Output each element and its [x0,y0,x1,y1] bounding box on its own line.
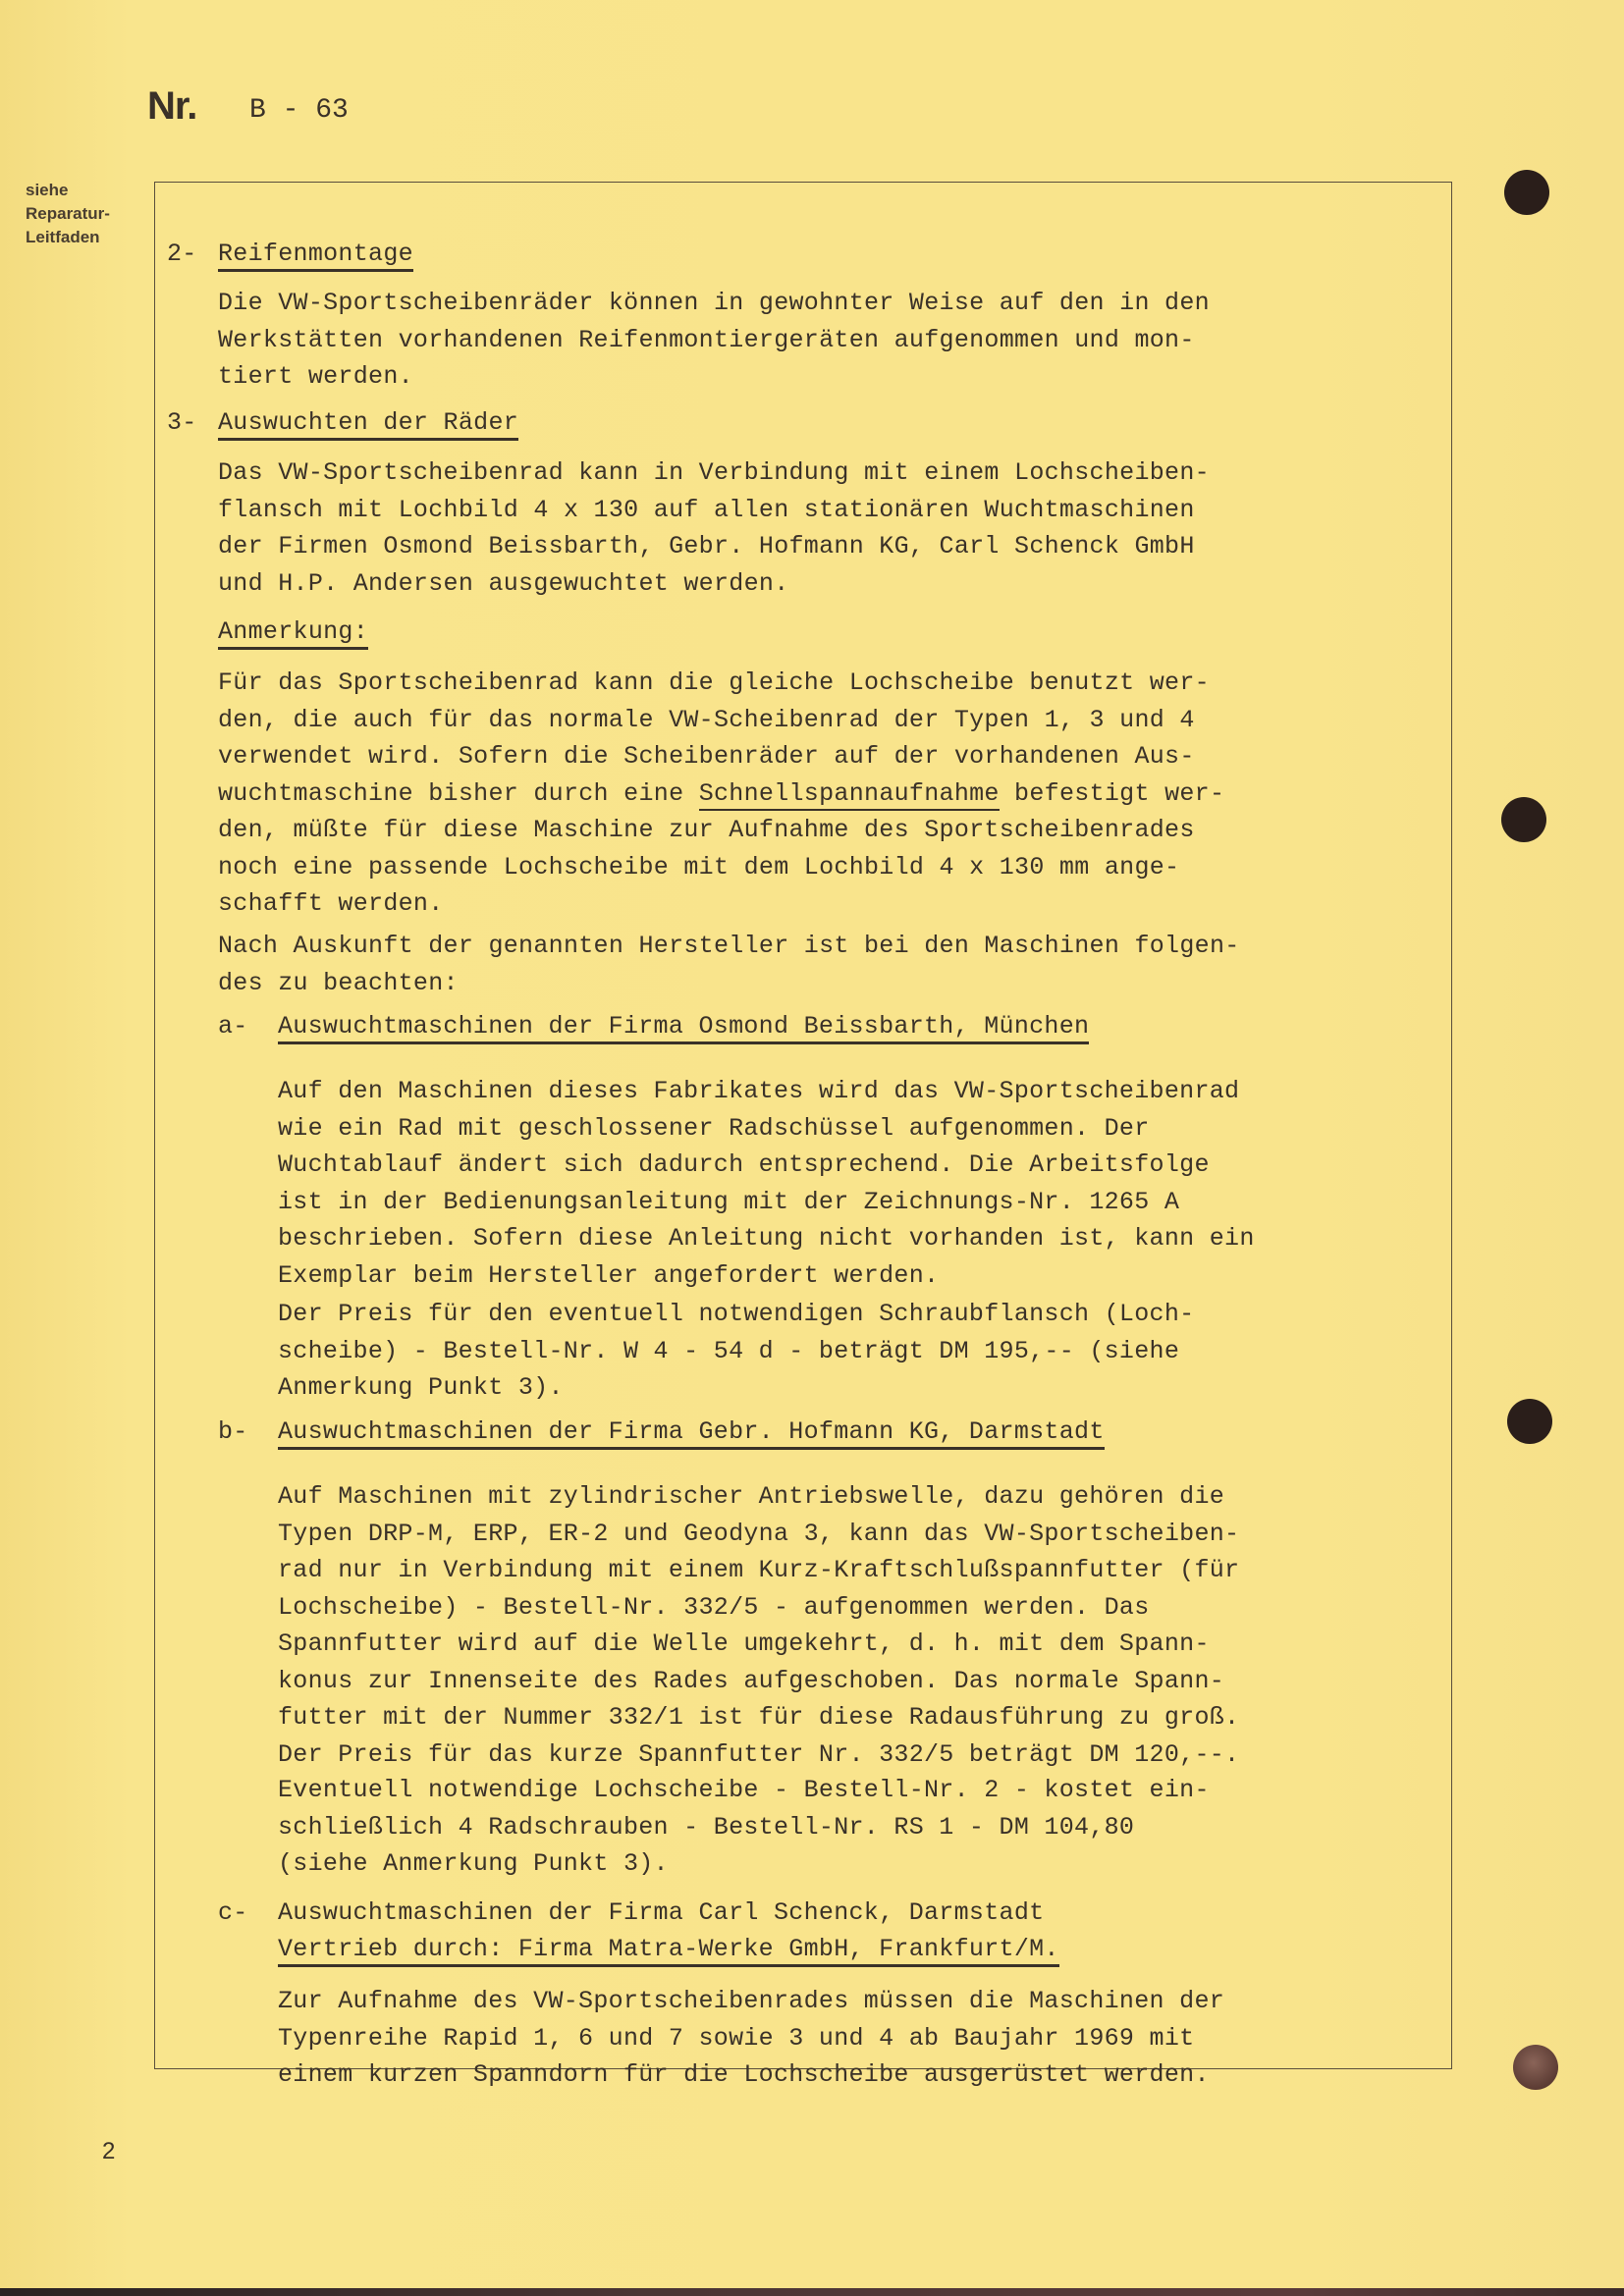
subsection-c-body [278,1983,1224,2094]
subsection-c-title-wrap [278,1895,1044,1932]
section-2-body [218,285,1210,396]
text-line: Der Preis für den eventuell notwendigen Schraubflansch (Loch- [278,1300,1195,1328]
section-title: Auswuchten der Räder [218,408,518,441]
page-number: 2 [102,2138,116,2164]
intro-body [218,928,1240,1001]
subsection-a-price [278,1296,1194,1407]
margin-note-line: siehe [26,181,69,199]
text-line: Typenreihe Rapid 1, 6 und 7 sowie 3 und 4 ab Baujahr 1969 mit [278,2023,1195,2053]
text-line: Lochscheibe) - Bestell-Nr. 332/5 - aufgenommen werden. Das [278,1592,1150,1622]
subsection-marker: b- [218,1417,248,1446]
text-line: Das VW-Sportscheibenrad kann in Verbindung mit einem Lochscheiben- [218,458,1210,487]
text-line: ist in der Bedienungsanleitung mit der Zeichnungs-Nr. 1265 A [278,1187,1180,1216]
subsection-a-marker-wrap [218,1008,248,1045]
subsection-title: Auswuchtmaschinen der Firma Carl Schenck, Darmstadt [278,1898,1045,1927]
text-line: Eventuell notwendige Lochscheibe - Bestell-Nr. 2 - kostet ein- [278,1776,1210,1804]
section-3-heading [167,404,197,442]
subsection-title: Auswuchtmaschinen der Firma Gebr. Hofmann KG, Darmstadt [278,1417,1105,1450]
section-number: 2- [167,240,197,268]
text-line: Für das Sportscheibenrad kann die gleiche Lochscheibe benutzt wer- [218,668,1210,697]
scan-bottom-edge [0,2288,1624,2296]
note-title-wrap [218,614,368,651]
margin-note [26,179,143,249]
text-line: Nach Auskunft der genannten Hersteller ist bei den Maschinen folgen- [218,932,1240,960]
punch-hole-icon [1504,170,1549,215]
emphasized-term: Schnellspannaufnahme [699,779,1000,811]
text-line: Der Preis für das kurze Spannfutter Nr. 332/5 beträgt DM 120,--. [278,1739,1240,1769]
text-line: Wuchtablauf ändert sich dadurch entsprechend. Die Arbeitsfolge [278,1150,1210,1179]
document-number-label: Nr. [147,84,197,128]
text-line: konus zur Innenseite des Rades aufgeschoben. Das normale Spann- [278,1666,1225,1695]
section-number: 3- [167,408,197,437]
text-line [218,775,1224,813]
text-line: flansch mit Lochbild 4 x 130 auf allen stationären Wuchtmaschinen [218,495,1195,524]
text-line: Exemplar beim Hersteller angefordert werden. [278,1260,940,1290]
section-2-heading [167,236,197,273]
text-line: einem kurzen Spanndorn für die Lochscheibe ausgerüstet werden. [278,2060,1210,2089]
text-line: beschrieben. Sofern diese Anleitung nicht vorhanden ist, kann ein [278,1224,1255,1253]
subsection-marker: c- [218,1898,248,1927]
text-line: der Firmen Osmond Beissbarth, Gebr. Hofmann KG, Carl Schenck GmbH [218,532,1195,561]
subsection-b-price [278,1772,1210,1883]
text-line: Anmerkung Punkt 3). [278,1373,564,1402]
text-fragment: wuchtmaschine bisher durch eine [218,778,699,808]
text-line: scheibe) - Bestell-Nr. W 4 - 54 d - beträgt DM 195,-- (siehe [278,1336,1180,1365]
section-3-title-wrap [218,404,518,442]
text-line: den, müßte für diese Maschine zur Aufnahme des Sportscheibenrades [218,816,1195,844]
text-line: Spannfutter wird auf die Welle umgekehrt, d. h. mit dem Spann- [278,1629,1210,1658]
text-line: wie ein Rad mit geschlossener Radschüssel aufgenommen. Der [278,1113,1150,1143]
document-number-value: B - 63 [249,95,349,126]
text-line: futter mit der Nummer 332/1 ist für diese Radausführung zu groß. [278,1703,1240,1732]
subsection-title: Auswuchtmaschinen der Firma Osmond Beissbarth, München [278,1012,1089,1044]
text-line: des zu beachten: [218,968,459,997]
section-title: Reifenmontage [218,240,413,272]
text-line: verwendet wird. Sofern die Scheibenräder auf der vorhandenen Aus- [218,742,1195,771]
subsection-b-title-wrap [278,1414,1105,1451]
subsection-a-body [278,1073,1255,1294]
punch-hole-icon [1513,2045,1558,2090]
text-line: rad nur in Verbindung mit einem Kurz-Kraftschlußspannfutter (für [278,1556,1240,1584]
text-line: noch eine passende Lochscheibe mit dem Lochbild 4 x 130 mm ange- [218,852,1180,881]
note-title: Anmerkung: [218,617,368,650]
subsection-c-distributor-wrap [278,1931,1059,1968]
punch-hole-icon [1501,797,1546,842]
text-line: und H.P. Andersen ausgewuchtet werden. [218,568,789,598]
text-line: (siehe Anmerkung Punkt 3). [278,1849,669,1878]
punch-hole-icon [1507,1399,1552,1444]
subsection-a-title-wrap [278,1008,1089,1045]
subsection-c-marker-wrap [218,1895,248,1932]
text-line: Die VW-Sportscheibenräder können in gewohnter Weise auf den in den [218,289,1210,317]
note-body [218,665,1224,923]
text-line: Auf Maschinen mit zylindrischer Antriebswelle, dazu gehören die [278,1482,1225,1511]
text-line: Auf den Maschinen dieses Fabrikates wird das VW-Sportscheibenrad [278,1077,1240,1105]
text-line: den, die auch für das normale VW-Scheibenrad der Typen 1, 3 und 4 [218,705,1195,734]
margin-note-line: Reparatur- [26,204,110,223]
text-fragment: befestigt wer- [999,778,1225,808]
margin-note-line: Leitfaden [26,228,100,246]
subsection-b-body [278,1478,1239,1773]
text-line: schafft werden. [218,889,444,918]
section-3-body [218,454,1210,602]
text-line: schließlich 4 Radschrauben - Bestell-Nr. RS 1 - DM 104,80 [278,1812,1135,1842]
text-line: Typen DRP-M, ERP, ER-2 und Geodyna 3, kann das VW-Sportscheiben- [278,1519,1240,1548]
subsection-b-marker-wrap [218,1414,248,1451]
text-line: tiert werden. [218,362,413,391]
text-line: Zur Aufnahme des VW-Sportscheibenrades müssen die Maschinen der [278,1987,1225,2015]
text-line: Werkstätten vorhandenen Reifenmontiergeräten aufgenommen und mon- [218,325,1195,354]
subsection-distributor: Vertrieb durch: Firma Matra-Werke GmbH, Frankfurt/M. [278,1935,1059,1967]
section-2-title-wrap [218,236,413,273]
subsection-marker: a- [218,1012,248,1041]
